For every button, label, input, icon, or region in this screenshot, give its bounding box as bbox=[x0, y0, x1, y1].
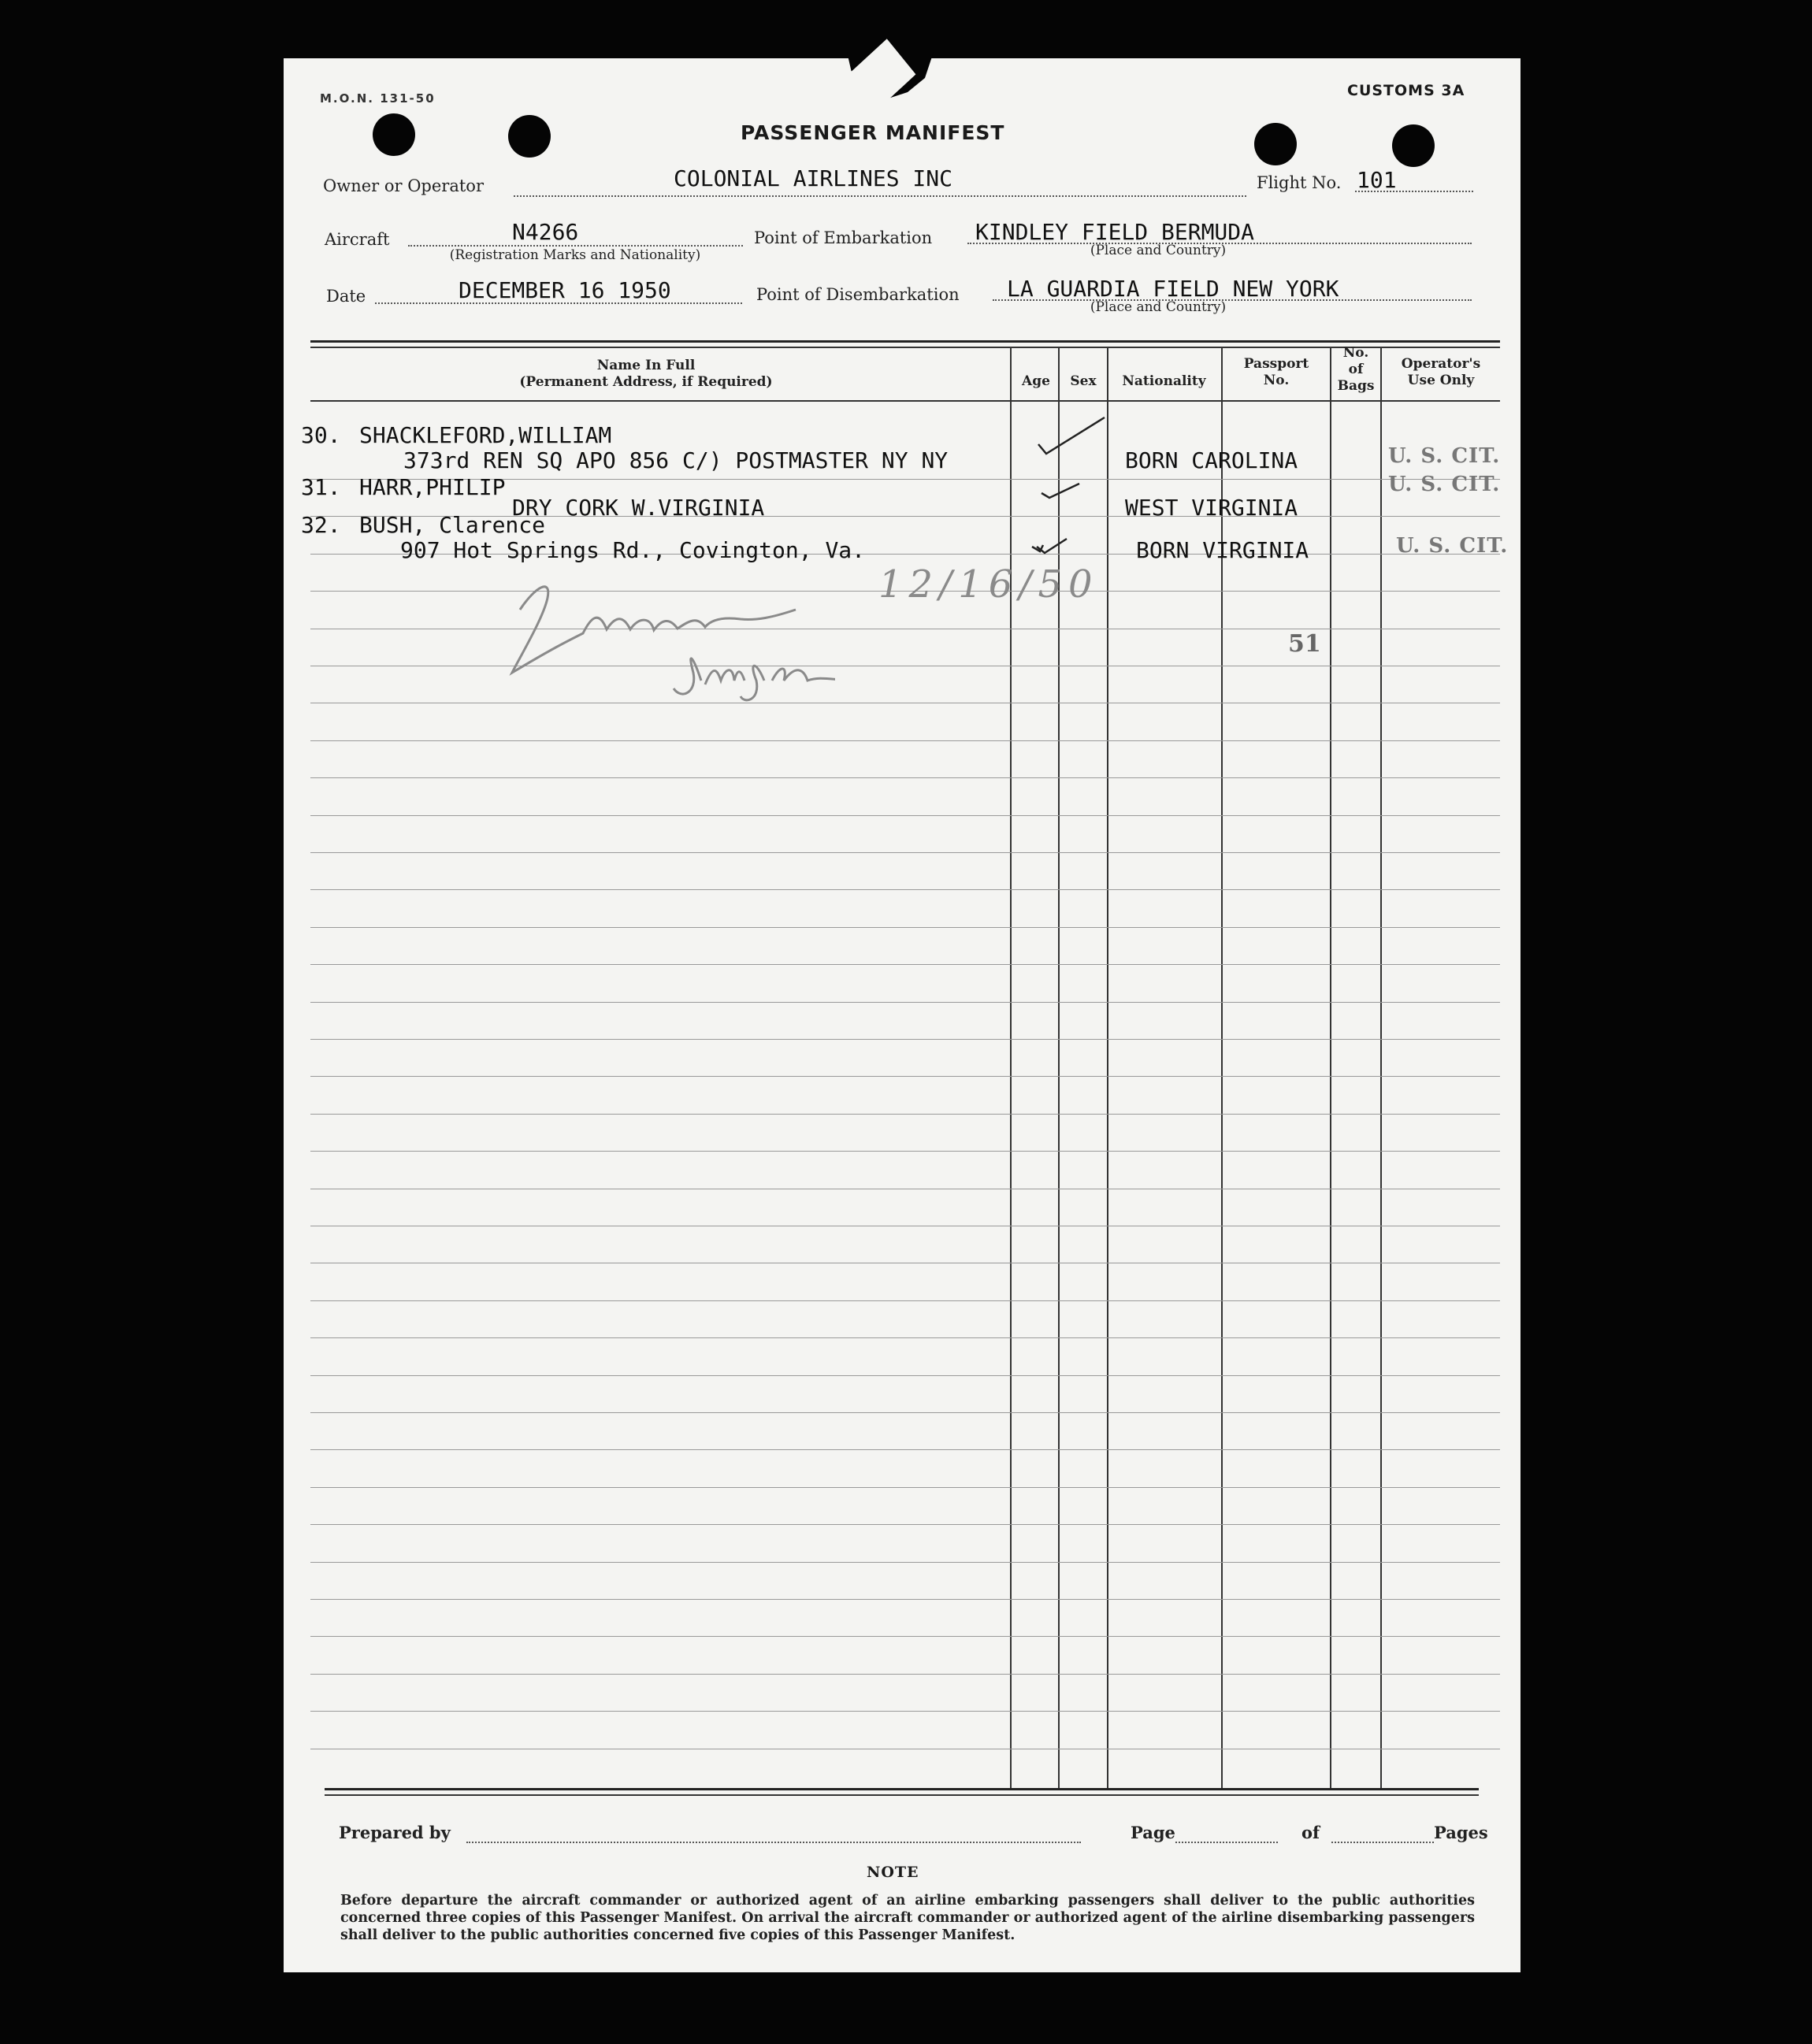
col-passport-label-2: No. bbox=[1263, 373, 1290, 388]
aircraft-sublabel: (Registration Marks and Nationality) bbox=[449, 247, 701, 263]
check-mark-icon bbox=[1032, 531, 1079, 562]
table-bottom-rule bbox=[325, 1788, 1479, 1790]
column-divider bbox=[1380, 347, 1382, 1788]
row-number: 32. bbox=[301, 512, 341, 538]
ruled-line bbox=[310, 1375, 1500, 1376]
column-divider bbox=[1107, 347, 1108, 1788]
row-number: 30. bbox=[301, 422, 341, 448]
passenger-address: 907 Hot Springs Rd., Covington, Va. bbox=[400, 537, 866, 563]
col-bags-header bbox=[1331, 345, 1380, 395]
passenger-nationality: BORN CAROLINA bbox=[1125, 447, 1298, 473]
ruled-line bbox=[310, 1114, 1500, 1115]
ruled-line bbox=[310, 1636, 1500, 1637]
page-mark: 51 bbox=[1288, 630, 1321, 658]
aircraft-value: N4266 bbox=[512, 219, 579, 245]
ruled-line bbox=[310, 1039, 1500, 1040]
ruled-line bbox=[310, 740, 1500, 741]
punch-hole bbox=[1392, 124, 1435, 167]
prepared-line[interactable] bbox=[466, 1842, 1081, 1843]
header-bottom-rule bbox=[310, 400, 1500, 402]
operator-stamp: U. S. CIT. bbox=[1388, 444, 1501, 468]
col-bags-label-1: No. bbox=[1342, 345, 1369, 361]
aircraft-label: Aircraft bbox=[325, 230, 390, 249]
col-passport-header bbox=[1223, 356, 1330, 389]
ruled-line bbox=[310, 1487, 1500, 1488]
col-nationality-header: Nationality bbox=[1122, 373, 1206, 389]
ruled-line bbox=[310, 852, 1500, 853]
passenger-address: DRY CORK W.VIRGINIA bbox=[512, 495, 765, 521]
passenger-name: BUSH, Clarence bbox=[359, 512, 546, 538]
embark-label: Point of Embarkation bbox=[754, 228, 933, 247]
ruled-line bbox=[310, 927, 1500, 928]
embark-sublabel: (Place and Country) bbox=[1090, 243, 1227, 258]
column-divider bbox=[1330, 347, 1331, 1788]
col-age-header: Age bbox=[1022, 373, 1050, 389]
ruled-line bbox=[310, 1449, 1500, 1450]
col-operator-header bbox=[1382, 356, 1500, 389]
disembark-sublabel: (Place and Country) bbox=[1090, 299, 1227, 315]
torn-flap bbox=[841, 32, 923, 116]
prepared-label: Prepared by bbox=[339, 1823, 451, 1842]
col-name-label: Name In Full bbox=[596, 358, 696, 373]
date-value: DECEMBER 16 1950 bbox=[459, 277, 671, 303]
col-bags-label-2: of bbox=[1348, 362, 1364, 377]
operator-stamp: U. S. CIT. bbox=[1396, 534, 1509, 558]
punch-hole bbox=[373, 113, 415, 156]
flight-label: Flight No. bbox=[1257, 173, 1342, 192]
col-operator-label-1: Operator's bbox=[1401, 356, 1481, 372]
handwritten-date: 12/16/50 bbox=[878, 562, 1099, 607]
passenger-nationality: BORN VIRGINIA bbox=[1136, 537, 1309, 563]
flight-value: 101 bbox=[1357, 167, 1397, 193]
col-name-sublabel: (Permanent Address, if Required) bbox=[519, 374, 773, 390]
col-passport-label-1: Passport bbox=[1243, 356, 1309, 372]
ruled-line bbox=[310, 1711, 1500, 1712]
embark-value: KINDLEY FIELD BERMUDA bbox=[975, 219, 1255, 245]
operator-stamp: U. S. CIT. bbox=[1388, 473, 1501, 496]
of-label: of bbox=[1301, 1823, 1320, 1842]
customs-code: CUSTOMS 3A bbox=[1347, 82, 1465, 99]
punch-hole bbox=[1254, 123, 1297, 165]
table-bottom-rule-thin bbox=[325, 1794, 1479, 1796]
pages-label: Pages bbox=[1434, 1823, 1488, 1842]
owner-line bbox=[514, 195, 1246, 197]
disembark-value: LA GUARDIA FIELD NEW YORK bbox=[1007, 276, 1339, 302]
passenger-address: 373rd REN SQ APO 856 C/) POSTMASTER NY NY bbox=[403, 447, 949, 473]
disembark-label: Point of Disembarkation bbox=[756, 285, 960, 304]
form-number: M.O.N. 131-50 bbox=[320, 91, 436, 106]
owner-value: COLONIAL AIRLINES INC bbox=[674, 165, 953, 191]
ruled-line bbox=[310, 1562, 1500, 1563]
col-bags-label-3: Bags bbox=[1337, 378, 1375, 394]
ruled-line bbox=[310, 1151, 1500, 1152]
passenger-name: HARR,PHILIP bbox=[359, 474, 506, 500]
inspector-signature bbox=[504, 562, 835, 704]
ruled-line bbox=[310, 1599, 1500, 1600]
punch-hole bbox=[508, 115, 551, 158]
ruled-line bbox=[310, 1300, 1500, 1301]
manifest-page bbox=[284, 58, 1521, 1972]
ruled-line bbox=[310, 1076, 1500, 1077]
col-operator-label-2: Use Only bbox=[1407, 373, 1475, 388]
ruled-line bbox=[310, 1524, 1500, 1525]
of-line[interactable] bbox=[1331, 1842, 1434, 1843]
ruled-line bbox=[310, 777, 1500, 778]
ruled-line bbox=[310, 1412, 1500, 1413]
passenger-nationality: WEST VIRGINIA bbox=[1125, 495, 1298, 521]
check-mark-icon bbox=[1042, 484, 1079, 498]
note-text: Before departure the aircraft commander or authorized agent of an airline embarking passengers shall deliver to the public authorities concerned three copies of this Passenger Manifest. On arrival the aircraft commander or authorized agent of the airline disembarking passengers shall deliver to the public authorities concerned five copies of this Passenger Manifest. bbox=[340, 1893, 1475, 1943]
ruled-line bbox=[310, 1674, 1500, 1675]
date-label: Date bbox=[326, 287, 366, 306]
passenger-name: SHACKLEFORD,WILLIAM bbox=[359, 422, 612, 448]
note-title: NOTE bbox=[867, 1864, 919, 1881]
col-name-header bbox=[457, 358, 835, 391]
col-sex-header: Sex bbox=[1070, 373, 1097, 389]
aircraft-line bbox=[408, 245, 743, 247]
check-mark-icon bbox=[1038, 417, 1105, 454]
ruled-line bbox=[310, 889, 1500, 890]
ruled-line bbox=[310, 1337, 1500, 1338]
row-number: 31. bbox=[301, 474, 341, 500]
table-top-rule bbox=[310, 340, 1500, 343]
ruled-line bbox=[310, 1002, 1500, 1003]
page-line[interactable] bbox=[1175, 1842, 1278, 1843]
table-top-rule-thin bbox=[310, 347, 1500, 348]
page-title: PASSENGER MANIFEST bbox=[741, 121, 1005, 144]
ruled-line bbox=[310, 815, 1500, 816]
owner-label: Owner or Operator bbox=[323, 176, 484, 195]
ruled-line bbox=[310, 964, 1500, 965]
page-label: Page bbox=[1131, 1823, 1175, 1842]
